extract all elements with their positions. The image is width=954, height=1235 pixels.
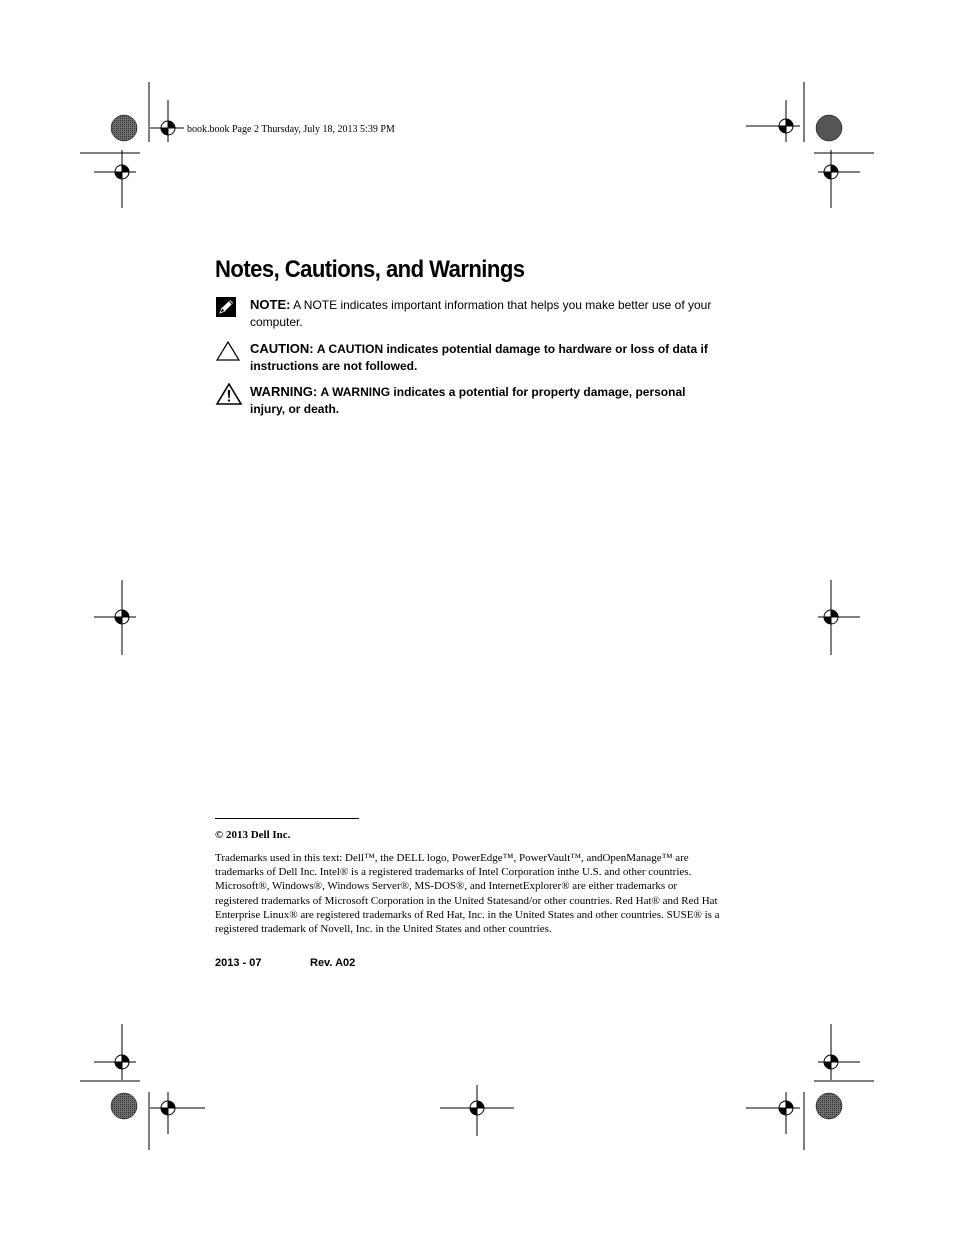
trademarks-paragraph: Trademarks used in this text: Dell™, the DELL logo, PowerEdge™, PowerVault™, andOpenManage™ are trademarks of Dell Inc. Intel® is a registered trademarks of Intel Corporation inthe U.S. and other countries. Microsoft®, Windows®, Windows Server®, MS-DOS®, and InternetExplorer® are either trademarks or registered trademarks of Microsoft Corporation in the United Statesand/or other countries. Red Hat® and Red Hat Enterprise Linux® are registered trademarks of Red Hat, Inc. in the United States and other countries. SUSE® is a registered trademark of Novell, Inc. in the United States and other countries.	[215, 852, 720, 936]
warning-label: WARNING:	[250, 384, 318, 399]
print-slug: book.book Page 2 Thursday, July 18, 2013 5:39 PM	[187, 124, 395, 135]
footnote-divider	[215, 818, 359, 819]
warning-text: A WARNING indicates a potential for property damage, personal injury, or death.	[250, 385, 686, 416]
caution-notice	[215, 340, 715, 375]
caution-triangle-icon	[215, 340, 241, 367]
starburst-mark	[111, 115, 137, 141]
note-text: A NOTE indicates important information that helps you make better use of your computer.	[250, 298, 712, 329]
copyright-line: © 2013 Dell Inc.	[215, 829, 291, 841]
warning-exclamation-icon	[215, 383, 243, 410]
page-title: Notes, Cautions, and Warnings	[215, 256, 525, 283]
caution-text: A CAUTION indicates potential damage to hardware or loss of data if instructions are not followed.	[250, 342, 708, 373]
note-label: NOTE:	[250, 297, 291, 312]
warning-notice	[215, 383, 715, 418]
note-pencil-icon	[215, 296, 237, 323]
date-code: 2013 - 07	[215, 957, 262, 969]
caution-label: CAUTION:	[250, 341, 314, 356]
revision-label: Rev. A02	[310, 957, 356, 969]
note-notice	[215, 296, 715, 331]
